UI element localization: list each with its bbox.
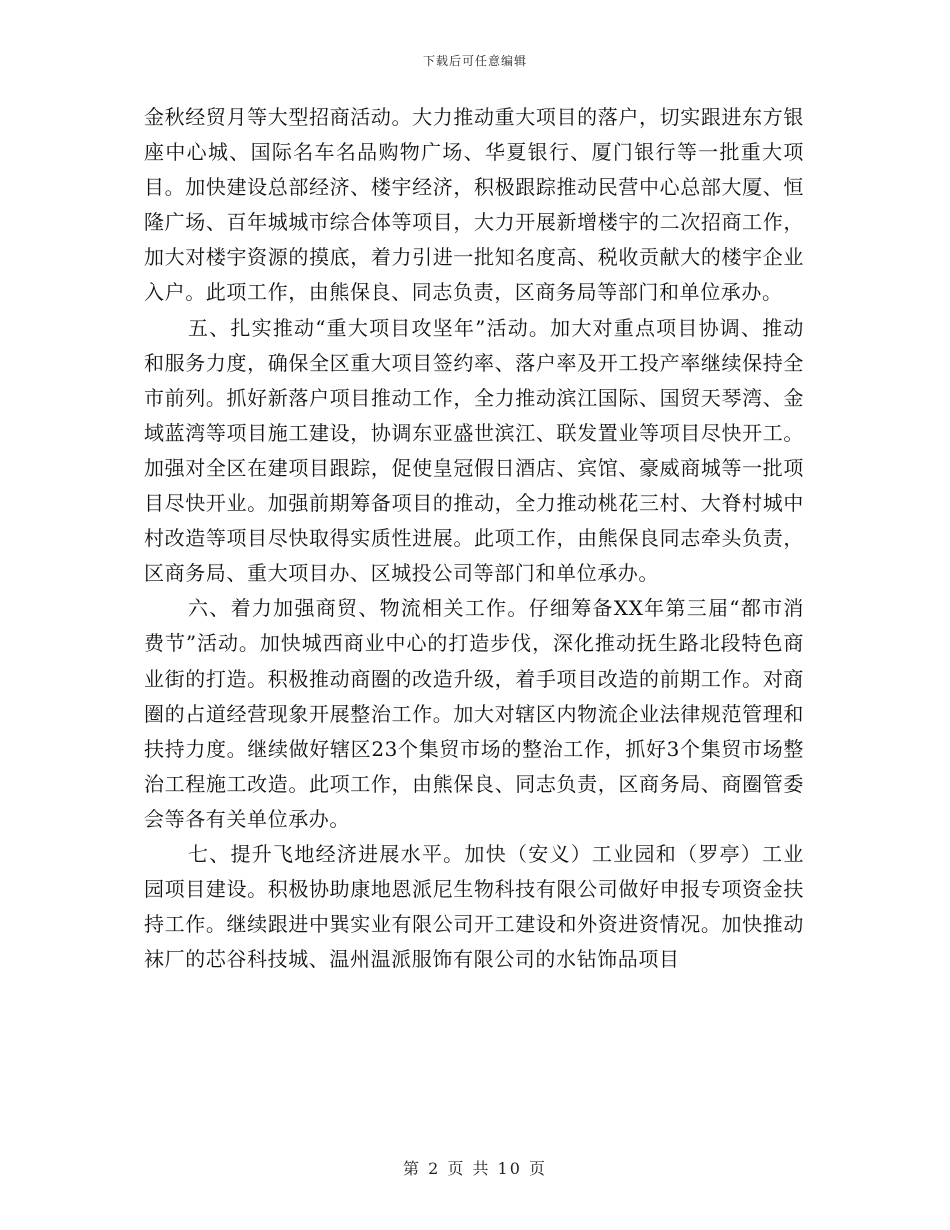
page-header: 下载后可任意编辑 xyxy=(422,54,527,68)
paragraph-section-7: 七、提升飞地经济进展水平。加快（安义）工业园和（罗亭）工业园项目建设。积极协助康地恩派尼生物科技有限公司做好申报专项资金扶持工作。继续跟进中巽实业有限公司开工建设和外资进资情况。加快推动袜厂的芯谷科技城、温州温派服饰有限公司的水钻饰品项目 xyxy=(144,841,804,972)
paragraph-continuation: 金秋经贸月等大型招商活动。大力推动重大项目的落户，切实跟进东方银座中心城、国际名车名品购物广场、华夏银行、厦门银行等一批重大项目。加快建设总部经济、楼宇经济，积极跟踪推动民营中心总部大厦、恒隆广场、百年城城市综合体等项目，大力开展新增楼宇的二次招商工作，加大对楼宇资源的摸底，着力引进一批知名度高、税收贡献大的楼宇企业入户。此项工作，由熊保良、同志负责，区商务局等部门和单位承办。 xyxy=(144,105,804,305)
paragraph-section-5: 五、扎实推动“重大项目攻坚年”活动。加大对重点项目协调、推动和服务力度，确保全区重大项目签约率、落户率及开工投产率继续保持全市前列。抓好新落户项目推动工作，全力推动滨江国际、国贸天琴湾、金域蓝湾等项目施工建设，协调东亚盛世滨江、联发置业等项目尽快开工。加强对全区在建项目跟踪，促使皇冠假日酒店、宾馆、豪威商城等一批项目尽快开业。加强前期筹备项目的推动，全力推动桃花三村、大脊村城中村改造等项目尽快取得实质性进展。此项工作，由熊保良同志牵头负责，区商务局、重大项目办、区城投公司等部门和单位承办。 xyxy=(144,315,804,586)
paragraph-section-6: 六、着力加强商贸、物流相关工作。仔细筹备XX年第三届“都市消费节”活动。加快城西商业中心的打造步伐，深化推动抚生路北段特色商业街的打造。积极推动商圈的改造升级，着手项目改造的前期工作。对商圈的占道经营现象开展整治工作。加大对辖区内物流企业法律规范管理和扶持力度。继续做好辖区23个集贸市场的整治工作，抓好3个集贸市场整治工程施工改造。此项工作，由熊保良、同志负责，区商务局、商圈管委会等各有关单位承办。 xyxy=(144,596,804,831)
page-number-footer: 第 2 页 共 10 页 xyxy=(403,1159,547,1178)
document-body xyxy=(144,100,804,977)
